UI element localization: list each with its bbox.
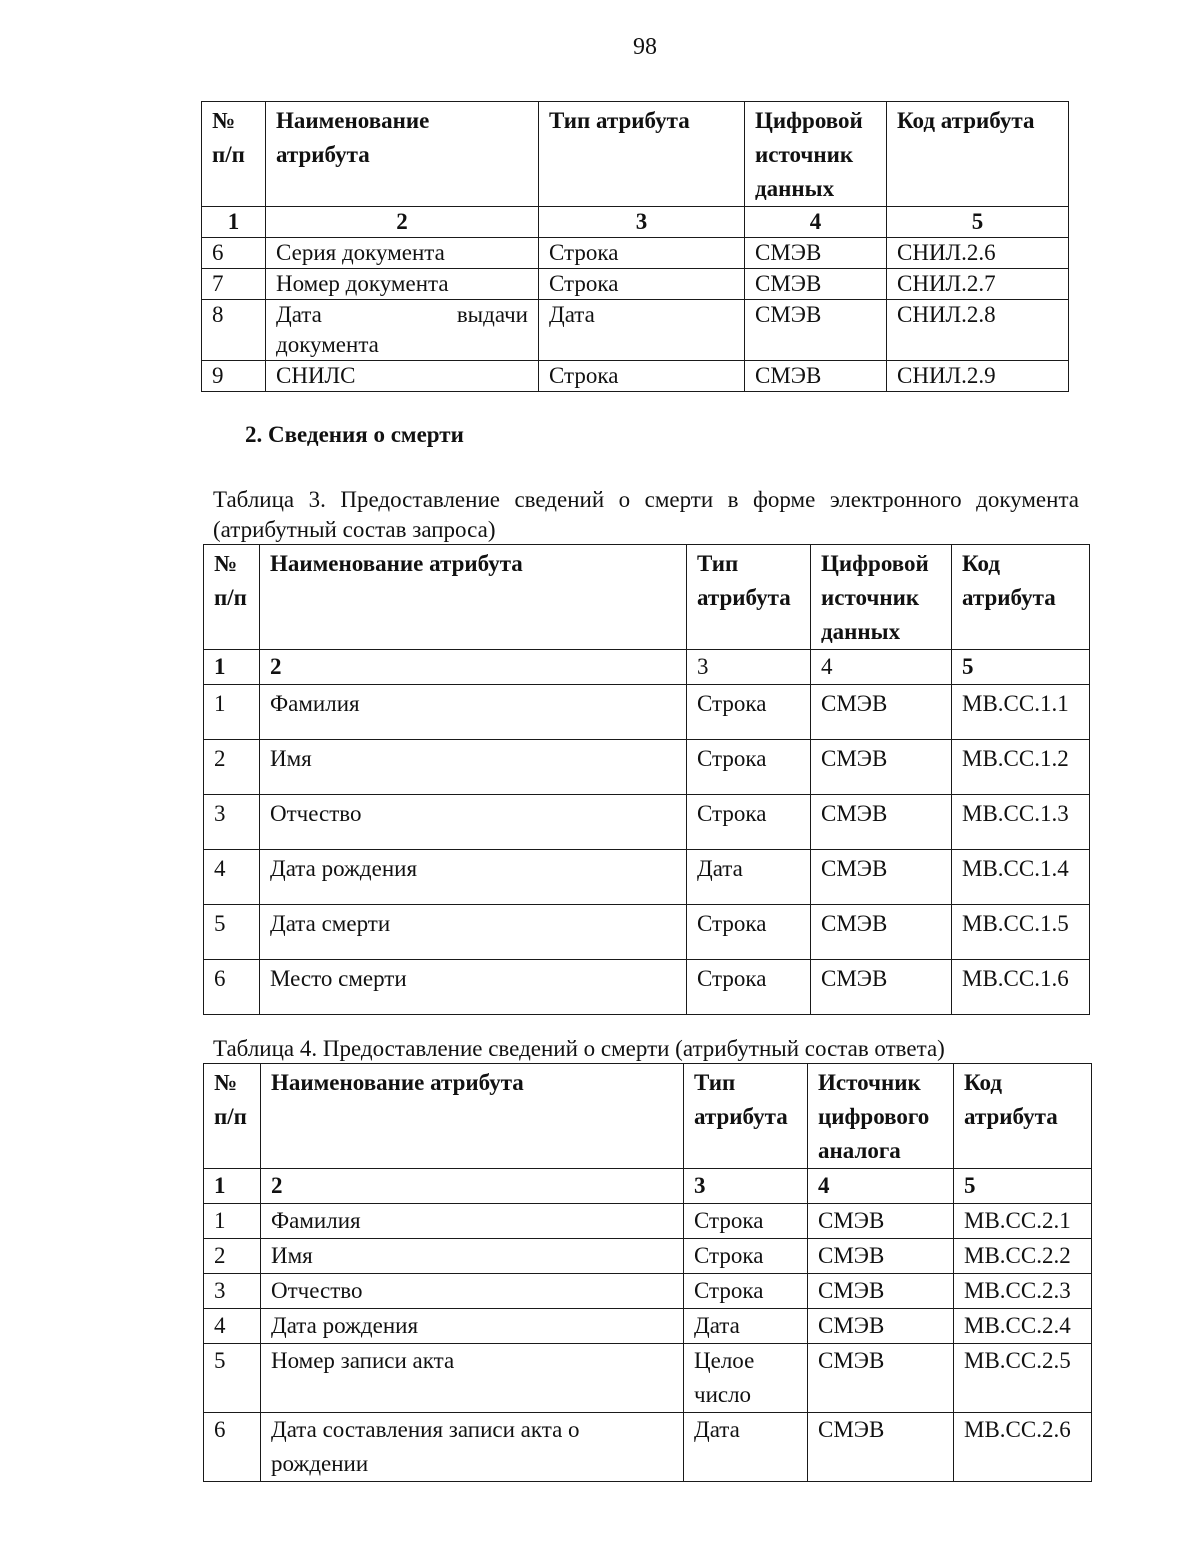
- cell: Отчество: [260, 795, 687, 850]
- header-cell: Цифровой источник данных: [811, 545, 952, 650]
- cell: СМЭВ: [745, 361, 887, 392]
- column-number: 2: [266, 207, 539, 238]
- cell: МВ.СС.1.4: [952, 850, 1090, 905]
- cell: 1: [204, 685, 260, 740]
- cell: 6: [204, 960, 260, 1015]
- column-number: 2: [260, 650, 687, 685]
- cell: МВ.СС.2.4: [954, 1309, 1092, 1344]
- cell: Строка: [687, 905, 811, 960]
- cell: 4: [204, 1309, 261, 1344]
- cell: Целое число: [684, 1344, 808, 1413]
- cell: МВ.СС.1.1: [952, 685, 1090, 740]
- cell: СМЭВ: [808, 1309, 954, 1344]
- cell: Дата: [687, 850, 811, 905]
- cell: Номер документа: [266, 269, 539, 300]
- header-cell: Наименование атрибута: [266, 102, 539, 207]
- column-number: 1: [202, 207, 266, 238]
- table-row: [204, 960, 1090, 1015]
- column-number: 5: [954, 1169, 1092, 1204]
- cell: СНИЛ.2.7: [887, 269, 1069, 300]
- table4-response-attributes: [203, 1063, 1092, 1482]
- cell: Дата смерти: [260, 905, 687, 960]
- cell: Строка: [539, 269, 745, 300]
- table-row: [202, 238, 1069, 269]
- cell: СМЭВ: [808, 1274, 954, 1309]
- cell: [266, 300, 539, 361]
- cell: МВ.СС.2.6: [954, 1413, 1092, 1482]
- cell: СНИЛС: [266, 361, 539, 392]
- column-number: 1: [204, 1169, 261, 1204]
- header-cell: № п/п: [202, 102, 266, 207]
- table-row: [204, 1274, 1092, 1309]
- cell: Дата рождения: [260, 850, 687, 905]
- cell-text: выдачи: [456, 302, 528, 327]
- table-row: [204, 1309, 1092, 1344]
- cell: Строка: [687, 685, 811, 740]
- cell: МВ.СС.1.5: [952, 905, 1090, 960]
- cell: Строка: [539, 361, 745, 392]
- cell: 6: [204, 1413, 261, 1482]
- cell: СМЭВ: [745, 238, 887, 269]
- cell: СМЭВ: [811, 685, 952, 740]
- cell: Дата: [684, 1413, 808, 1482]
- cell: 1: [204, 1204, 261, 1239]
- header-cell: Тип атрибута: [539, 102, 745, 207]
- cell-text: Дата: [276, 302, 322, 327]
- cell: 4: [204, 850, 260, 905]
- table-header-row: [204, 545, 1090, 650]
- table-row: [202, 361, 1069, 392]
- cell: СМЭВ: [808, 1413, 954, 1482]
- header-cell: № п/п: [204, 545, 260, 650]
- column-number-row: [204, 650, 1090, 685]
- cell-text: документа: [276, 332, 379, 357]
- table-row: [204, 1413, 1092, 1482]
- cell: МВ.СС.1.2: [952, 740, 1090, 795]
- attributes-table-continued: [201, 101, 1069, 392]
- header-cell: Код атрибута: [954, 1064, 1092, 1169]
- cell: Место смерти: [260, 960, 687, 1015]
- cell: Имя: [260, 740, 687, 795]
- cell: Строка: [687, 740, 811, 795]
- cell: Дата: [684, 1309, 808, 1344]
- cell: 3: [204, 795, 260, 850]
- cell: СНИЛ.2.8: [887, 300, 1069, 361]
- cell: МВ.СС.1.3: [952, 795, 1090, 850]
- cell: СМЭВ: [811, 795, 952, 850]
- cell: Дата рождения: [261, 1309, 684, 1344]
- cell: СМЭВ: [808, 1204, 954, 1239]
- cell: СМЭВ: [808, 1344, 954, 1413]
- header-cell: Тип атрибута: [684, 1064, 808, 1169]
- header-cell: Наименование атрибута: [260, 545, 687, 650]
- section-heading: 2. Сведения о смерти: [245, 422, 464, 447]
- table3-caption: Таблица 3. Предоставление сведений о смерти в форме электронного документа (атрибутный состав запроса): [213, 487, 1079, 542]
- column-number: 3: [539, 207, 745, 238]
- cell: 8: [202, 300, 266, 361]
- cell: Строка: [684, 1274, 808, 1309]
- table-row: [204, 795, 1090, 850]
- cell: Строка: [684, 1204, 808, 1239]
- cell: Отчество: [261, 1274, 684, 1309]
- column-number: 4: [811, 650, 952, 685]
- column-number: 3: [687, 650, 811, 685]
- header-cell: Код атрибута: [952, 545, 1090, 650]
- cell: Номер записи акта: [261, 1344, 684, 1413]
- column-number: 1: [204, 650, 260, 685]
- cell: МВ.СС.2.2: [954, 1239, 1092, 1274]
- cell: СНИЛ.2.9: [887, 361, 1069, 392]
- cell: 7: [202, 269, 266, 300]
- page-number: 98: [633, 34, 657, 60]
- cell: 2: [204, 1239, 261, 1274]
- table-row: [204, 1344, 1092, 1413]
- table-row: [204, 740, 1090, 795]
- cell: Фамилия: [260, 685, 687, 740]
- column-number: 5: [887, 207, 1069, 238]
- cell: 9: [202, 361, 266, 392]
- cell: 6: [202, 238, 266, 269]
- table-row: [204, 905, 1090, 960]
- cell: Имя: [261, 1239, 684, 1274]
- cell: СМЭВ: [811, 740, 952, 795]
- cell: СМЭВ: [745, 269, 887, 300]
- header-cell: Наименование атрибута: [261, 1064, 684, 1169]
- cell: Дата: [539, 300, 745, 361]
- cell: СНИЛ.2.6: [887, 238, 1069, 269]
- header-cell: Цифровой источник данных: [745, 102, 887, 207]
- column-number-row: [202, 207, 1069, 238]
- table-row: [204, 685, 1090, 740]
- cell: 5: [204, 1344, 261, 1413]
- column-number: 3: [684, 1169, 808, 1204]
- cell: Строка: [684, 1239, 808, 1274]
- cell: Строка: [539, 238, 745, 269]
- table-row: [204, 1204, 1092, 1239]
- table-header-row: [202, 102, 1069, 207]
- table-row: [202, 269, 1069, 300]
- header-cell: Код атрибута: [887, 102, 1069, 207]
- cell: СМЭВ: [811, 960, 952, 1015]
- cell: МВ.СС.2.1: [954, 1204, 1092, 1239]
- cell: Строка: [687, 960, 811, 1015]
- cell: МВ.СС.2.3: [954, 1274, 1092, 1309]
- cell: 5: [204, 905, 260, 960]
- cell: 3: [204, 1274, 261, 1309]
- header-cell: Тип атрибута: [687, 545, 811, 650]
- cell: 2: [204, 740, 260, 795]
- cell: МВ.СС.2.5: [954, 1344, 1092, 1413]
- cell: СМЭВ: [808, 1239, 954, 1274]
- cell: СМЭВ: [745, 300, 887, 361]
- table-row: [204, 850, 1090, 905]
- table-header-row: [204, 1064, 1092, 1169]
- cell: Дата составления записи акта о рождении: [261, 1413, 684, 1482]
- header-cell: № п/п: [204, 1064, 261, 1169]
- cell: СМЭВ: [811, 850, 952, 905]
- table-row: [202, 300, 1069, 361]
- cell: Серия документа: [266, 238, 539, 269]
- header-cell: Источник цифрового аналога: [808, 1064, 954, 1169]
- column-number-row: [204, 1169, 1092, 1204]
- table4-caption: Таблица 4. Предоставление сведений о смерти (атрибутный состав ответа): [213, 1036, 945, 1061]
- cell: СМЭВ: [811, 905, 952, 960]
- column-number: 5: [952, 650, 1090, 685]
- cell: Строка: [687, 795, 811, 850]
- table-row: [204, 1239, 1092, 1274]
- table3-request-attributes: [203, 544, 1090, 1015]
- cell: МВ.СС.1.6: [952, 960, 1090, 1015]
- column-number: 4: [808, 1169, 954, 1204]
- cell: Фамилия: [261, 1204, 684, 1239]
- column-number: 4: [745, 207, 887, 238]
- column-number: 2: [261, 1169, 684, 1204]
